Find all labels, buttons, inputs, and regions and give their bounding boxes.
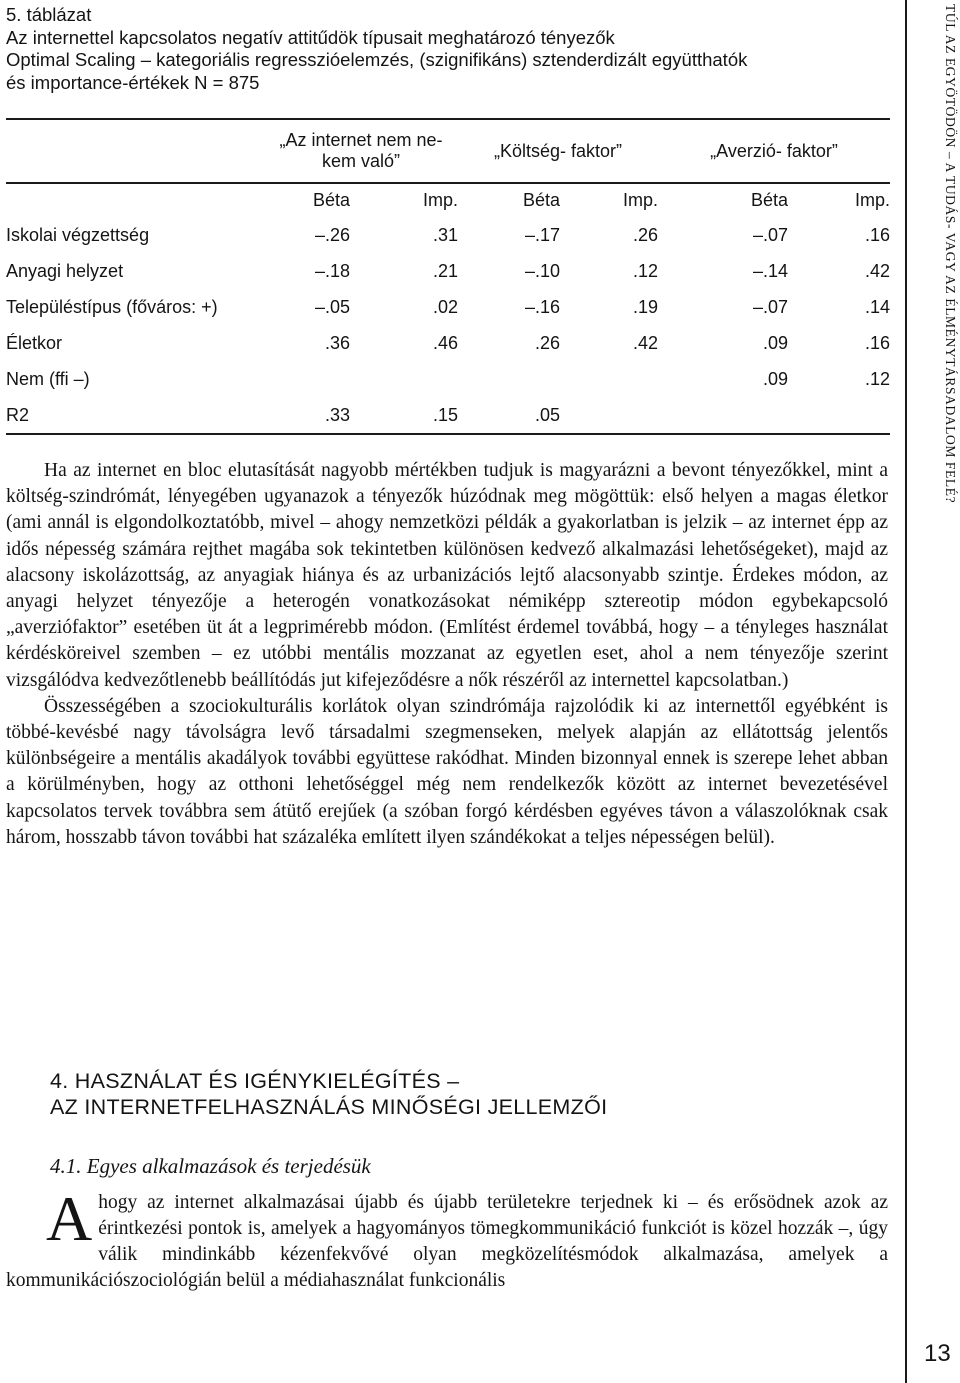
table-cell: –.26: [314, 224, 350, 245]
table-cell: .09: [762, 368, 788, 389]
margin-rule: [905, 0, 911, 1383]
table-row: [6, 253, 890, 289]
table-row-r2: [6, 397, 890, 434]
row-label: R2: [6, 397, 264, 434]
group-header-nem-nekem-valo: „Az internet nem ne-kem való”: [264, 119, 458, 183]
group-header-row: [6, 119, 890, 183]
table-cell: .31: [432, 224, 458, 245]
row-label: Anyagi helyzet: [6, 260, 124, 281]
caption-sample: és importance-értékek N = 875: [6, 71, 260, 93]
table-cell: .12: [632, 260, 658, 281]
table-cell: –.18: [314, 260, 350, 281]
table-cell: –.10: [524, 260, 560, 281]
table-cell: –.17: [524, 224, 560, 245]
subheader-imp: Imp.: [350, 183, 458, 217]
row-label: Nem (ffi –): [6, 368, 90, 389]
table-cell: [560, 397, 658, 434]
table-cell: .42: [864, 260, 890, 281]
table-cell: .26: [534, 332, 560, 353]
subheader-beta: Béta: [658, 183, 788, 217]
table-cell: [788, 397, 890, 434]
table-row: [6, 325, 890, 361]
table-cell: .14: [864, 296, 890, 317]
paragraph: Összességében a szociokulturális korlátok olyan szindrómája rajzolódik ki az internettől egyébként is többé-kevésbé nagy távolságra levő társadalmi szegmenseken, melyek alapján az ellátottság jelentős különbségeire a mentális akadályok további együttese rakódhat. Minden bizonnyal ennek is szerepe lehet abban a körülményben, hogy az otthoni lehetőséggel még nem rendelkezők között az internet bevezetésével kapcsolatos tervek továbbra sem átütő erejűek (a szóban forgó kérdésben egyéves távon a válaszolóknak csak három, hosszabb távon további hat százaléka említett ilyen szándékokat a teljes népességen belül).: [6, 695, 888, 848]
subsection-heading: 4.1. Egyes alkalmazások és terjedésük: [50, 1154, 371, 1178]
paragraph: Ha az internet en bloc elutasítását nagyobb mértékben tudjuk is magyarázni a bevont tényezőkkel, mint a költség-szindrómát, lényegében ugyanazok a tényezők húzódnak meg mögöttük: első helyen a magas életkor (ami annál is elgondolkoztatóbb, mivel – ahogy nemzetközi példák a gyakorlatban is jelzik – az internet épp az idős népesség számára rejthet magába sok tekintetben különösen kedvező alkalmazási lehetőségeket), majd az alacsony iskolázottság, az anyagiak hiánya és az urbanizációs lejtő alacsonyabb szintje. Érdekes módon, az anyagi helyzet tényezője a heterogén vonatkozásokat némiképp sztereotip módon egybekapcsoló „averziófaktor” esetében üt át a legprimérebb módon. (Említést érdemel továbbá, hogy – a tényleges használat kérdésköreivel szemben – ez utóbbi mentális mozzanat az egyetlen eset, ahol a nem tényezője szerint vizsgálódva kedvezőtlenebb beállítódás jut kifejeződésre a nők részéről az internettel kapcsolatban.): [6, 460, 888, 691]
subheader-imp: Imp.: [560, 183, 658, 217]
table-row: [6, 289, 890, 325]
table-cell: .05: [458, 397, 560, 434]
table-cell: .16: [864, 224, 890, 245]
group-header-averzio-faktor: „Averzió- faktor”: [658, 119, 890, 183]
table-cell: .21: [432, 260, 458, 281]
regression-table: [6, 118, 890, 435]
table-cell: [560, 361, 658, 397]
subheader-beta: Béta: [264, 183, 350, 217]
section-paragraph: [6, 1183, 888, 1294]
blank-header: [6, 119, 264, 183]
table-cell: –.16: [524, 296, 560, 317]
table-cell: .12: [864, 368, 890, 389]
section-heading: [50, 1068, 607, 1120]
table-cell: .09: [762, 332, 788, 353]
table-cell: .46: [432, 332, 458, 353]
row-label: Településtípus (főváros: +): [6, 296, 218, 317]
heading-line: 4. HASZNÁLAT ÉS IGÉNYKIELÉGÍTÉS –: [50, 1069, 460, 1093]
group-header-koltseg-faktor: „Költség- faktor”: [458, 119, 658, 183]
table-row: [6, 361, 890, 397]
table-cell: [350, 361, 458, 397]
table-cell: .16: [864, 332, 890, 353]
table-cell: .42: [632, 332, 658, 353]
row-label: Iskolai végzettség: [6, 224, 150, 245]
drop-cap: A: [46, 1183, 93, 1254]
table-caption: [6, 4, 747, 94]
table-cell: [658, 397, 788, 434]
table-cell: –.14: [752, 260, 788, 281]
paragraph-text: hogy az internet alkalmazásai újabb és újabb területekre terjednek ki – és erősödnek azok az érintkezési pontok is, amelyek a hagyományos tömegkommunikáció funkciót is közel hozzák –, úgy válik mindinkább kézenfekvővé olyan megközelítésmódok alkalmazása, amelyek a kommunikációszociológián belül a médiahasználat funkcionális: [6, 1192, 888, 1291]
row-label: Életkor: [6, 332, 63, 353]
table-cell: .36: [324, 332, 350, 353]
subheader-beta: Béta: [458, 183, 560, 217]
table-cell: –.05: [314, 296, 350, 317]
caption-method: Optimal Scaling – kategoriális regresszióelemzés, (szignifikáns) sztenderdizált együtthatók: [6, 49, 748, 70]
subheader-imp: Imp.: [788, 183, 890, 217]
table-cell: .26: [632, 224, 658, 245]
table-cell: –.07: [752, 296, 788, 317]
caption-label: 5. táblázat: [6, 4, 92, 25]
subheader-row: [6, 183, 890, 217]
table-row: [6, 217, 890, 253]
table-cell: –.07: [752, 224, 788, 245]
table-cell: .02: [432, 296, 458, 317]
caption-title: Az internettel kapcsolatos negatív attitűdök típusait meghatározó tényezők: [6, 26, 615, 48]
table-cell: .33: [264, 397, 350, 434]
body-text: [6, 458, 888, 851]
table-cell: [458, 361, 560, 397]
table-cell: .19: [632, 296, 658, 317]
table-cell: [264, 361, 350, 397]
page-number: 13: [924, 1340, 951, 1367]
table-cell: .15: [350, 397, 458, 434]
heading-line: AZ INTERNETFELHASZNÁLÁS MINŐSÉGI JELLEMZŐI: [50, 1095, 608, 1119]
running-title: TÚL AZ EGYÖTÖDÖN – A TUDÁS- VAGY AZ ÉLMÉNYTÁRSADALOM FELÉ?: [943, 4, 958, 504]
